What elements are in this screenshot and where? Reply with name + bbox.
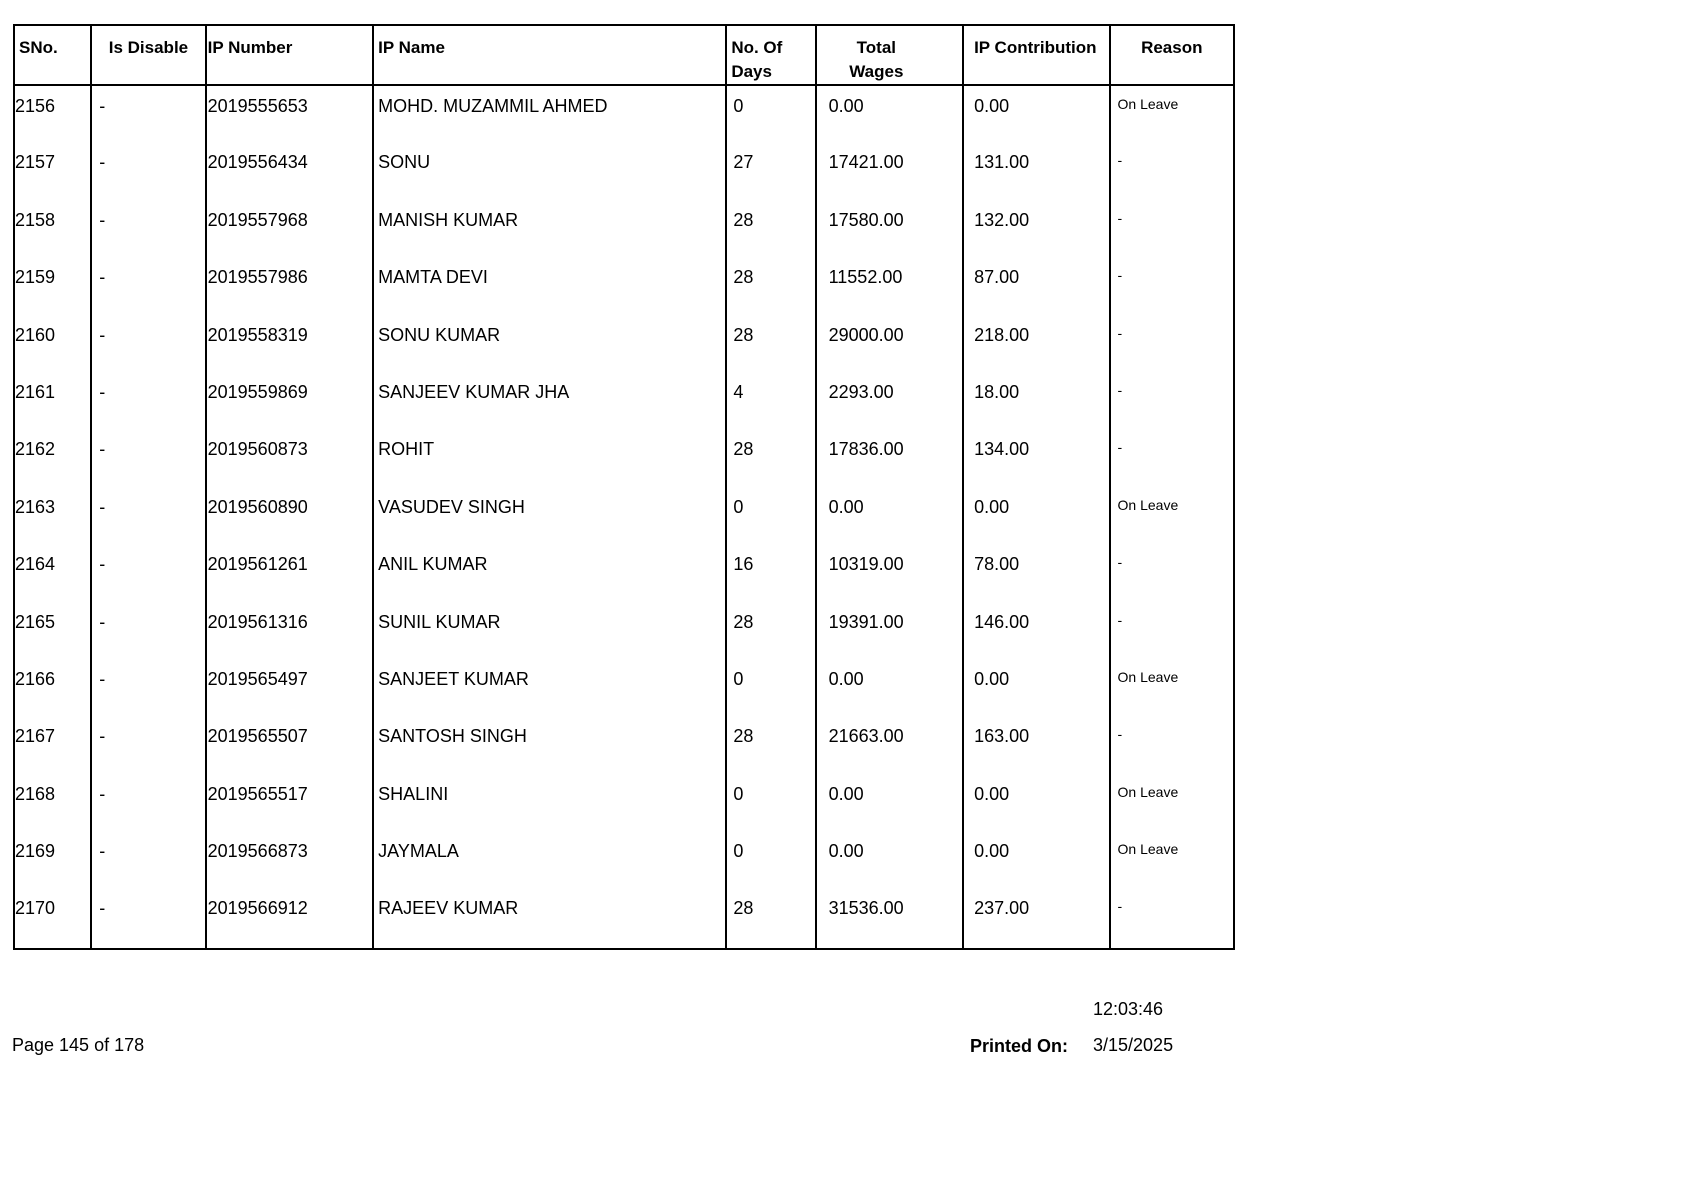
cell-reason: On Leave (1110, 487, 1234, 544)
cell-total-wages: 10319.00 (816, 544, 963, 601)
cell-is-disable: - (91, 774, 205, 831)
header-reason: Reason (1110, 25, 1234, 85)
cell-total-wages: 0.00 (816, 774, 963, 831)
cell-is-disable: - (91, 487, 205, 544)
cell-sno: 2160 (14, 315, 91, 372)
cell-no-of-days: 0 (726, 85, 815, 142)
table-row (14, 85, 1234, 142)
cell-no-of-days: 0 (726, 774, 815, 831)
cell-ip-name: ANIL KUMAR (373, 544, 726, 601)
cell-ip-number: 2019557968 (206, 200, 374, 257)
cell-reason: On Leave (1110, 774, 1234, 831)
cell-ip-number: 2019560873 (206, 429, 374, 486)
cell-is-disable: - (91, 315, 205, 372)
cell-reason: - (1110, 544, 1234, 601)
cell-sno: 2159 (14, 257, 91, 314)
cell-ip-number: 2019555653 (206, 85, 374, 142)
cell-no-of-days: 28 (726, 257, 815, 314)
table-row (14, 200, 1234, 257)
cell-ip-contribution: 78.00 (963, 544, 1109, 601)
cell-sno: 2165 (14, 602, 91, 659)
cell-is-disable: - (91, 429, 205, 486)
cell-no-of-days: 0 (726, 659, 815, 716)
cell-is-disable: - (91, 257, 205, 314)
table-row (14, 429, 1234, 486)
cell-ip-name: MAMTA DEVI (373, 257, 726, 314)
cell-ip-name: MOHD. MUZAMMIL AHMED (373, 85, 726, 142)
cell-reason: On Leave (1110, 831, 1234, 888)
cell-sno: 2163 (14, 487, 91, 544)
cell-total-wages: 2293.00 (816, 372, 963, 429)
header-total-wages: Total Wages (816, 25, 963, 85)
header-ip-name: IP Name (373, 25, 726, 85)
contribution-table (13, 24, 1235, 950)
cell-ip-contribution: 218.00 (963, 315, 1109, 372)
cell-ip-contribution: 0.00 (963, 831, 1109, 888)
table-row (14, 372, 1234, 429)
print-date: 3/15/2025 (1093, 1035, 1174, 1055)
table-row (14, 315, 1234, 372)
cell-is-disable: - (91, 372, 205, 429)
cell-ip-name: SUNIL KUMAR (373, 602, 726, 659)
cell-is-disable: - (91, 200, 205, 257)
cell-reason: - (1110, 315, 1234, 372)
cell-sno: 2162 (14, 429, 91, 486)
cell-ip-number: 2019558319 (206, 315, 374, 372)
cell-ip-name: SHALINI (373, 774, 726, 831)
table-row (14, 487, 1234, 544)
cell-total-wages: 11552.00 (816, 257, 963, 314)
cell-no-of-days: 0 (726, 487, 815, 544)
header-is-disable: Is Disable (91, 25, 205, 85)
cell-ip-contribution: 0.00 (963, 774, 1109, 831)
cell-reason: - (1110, 257, 1234, 314)
cell-is-disable: - (91, 85, 205, 142)
cell-ip-number: 2019556434 (206, 142, 374, 199)
cell-total-wages: 29000.00 (816, 315, 963, 372)
cell-sno: 2164 (14, 544, 91, 601)
cell-total-wages: 17421.00 (816, 142, 963, 199)
cell-total-wages: 0.00 (816, 659, 963, 716)
cell-total-wages: 17836.00 (816, 429, 963, 486)
cell-ip-number: 2019565507 (206, 716, 374, 773)
cell-no-of-days: 27 (726, 142, 815, 199)
cell-is-disable: - (91, 602, 205, 659)
cell-no-of-days: 28 (726, 716, 815, 773)
cell-reason: - (1110, 602, 1234, 659)
cell-is-disable: - (91, 659, 205, 716)
cell-ip-number: 2019561316 (206, 602, 374, 659)
cell-no-of-days: 28 (726, 429, 815, 486)
cell-is-disable: - (91, 831, 205, 888)
cell-ip-number: 2019557986 (206, 257, 374, 314)
print-time: 12:03:46 (1093, 999, 1164, 1019)
cell-ip-contribution: 237.00 (963, 888, 1109, 949)
table-row (14, 888, 1234, 949)
table-row (14, 602, 1234, 659)
cell-no-of-days: 28 (726, 315, 815, 372)
cell-ip-name: SONU KUMAR (373, 315, 726, 372)
cell-sno: 2157 (14, 142, 91, 199)
cell-ip-name: SANTOSH SINGH (373, 716, 726, 773)
cell-ip-name: VASUDEV SINGH (373, 487, 726, 544)
header-no-of-days: No. Of Days (726, 25, 815, 85)
table-row (14, 142, 1234, 199)
cell-ip-contribution: 163.00 (963, 716, 1109, 773)
printed-on-label: Printed On: (970, 1036, 1068, 1056)
header-ip-contribution: IP Contribution (963, 25, 1109, 85)
cell-total-wages: 17580.00 (816, 200, 963, 257)
cell-is-disable: - (91, 716, 205, 773)
cell-sno: 2161 (14, 372, 91, 429)
cell-ip-name: SANJEEV KUMAR JHA (373, 372, 726, 429)
cell-ip-number: 2019566873 (206, 831, 374, 888)
table-row (14, 774, 1234, 831)
cell-sno: 2166 (14, 659, 91, 716)
cell-ip-contribution: 134.00 (963, 429, 1109, 486)
table-body (14, 85, 1234, 949)
cell-ip-contribution: 0.00 (963, 659, 1109, 716)
cell-ip-number: 2019566912 (206, 888, 374, 949)
cell-reason: On Leave (1110, 85, 1234, 142)
cell-ip-name: MANISH KUMAR (373, 200, 726, 257)
cell-ip-number: 2019559869 (206, 372, 374, 429)
cell-ip-name: RAJEEV KUMAR (373, 888, 726, 949)
cell-reason: - (1110, 200, 1234, 257)
cell-no-of-days: 28 (726, 888, 815, 949)
cell-ip-contribution: 0.00 (963, 487, 1109, 544)
cell-sno: 2168 (14, 774, 91, 831)
cell-reason: - (1110, 716, 1234, 773)
cell-total-wages: 31536.00 (816, 888, 963, 949)
page-number: Page 145 of 178 (12, 1035, 145, 1055)
cell-is-disable: - (91, 142, 205, 199)
cell-ip-number: 2019565497 (206, 659, 374, 716)
table-header (14, 25, 1234, 85)
cell-total-wages: 0.00 (816, 85, 963, 142)
cell-ip-name: SONU (373, 142, 726, 199)
cell-sno: 2170 (14, 888, 91, 949)
table-row (14, 831, 1234, 888)
header-sno: SNo. (14, 25, 91, 85)
cell-reason: - (1110, 372, 1234, 429)
table-row (14, 716, 1234, 773)
cell-ip-name: SANJEET KUMAR (373, 659, 726, 716)
cell-ip-number: 2019561261 (206, 544, 374, 601)
cell-sno: 2167 (14, 716, 91, 773)
cell-ip-contribution: 87.00 (963, 257, 1109, 314)
cell-reason: - (1110, 888, 1234, 949)
cell-total-wages: 0.00 (816, 487, 963, 544)
cell-sno: 2158 (14, 200, 91, 257)
cell-reason: - (1110, 142, 1234, 199)
table-row (14, 257, 1234, 314)
cell-ip-contribution: 146.00 (963, 602, 1109, 659)
cell-ip-name: ROHIT (373, 429, 726, 486)
cell-is-disable: - (91, 888, 205, 949)
cell-no-of-days: 28 (726, 602, 815, 659)
cell-no-of-days: 0 (726, 831, 815, 888)
cell-ip-contribution: 132.00 (963, 200, 1109, 257)
cell-ip-number: 2019565517 (206, 774, 374, 831)
cell-no-of-days: 28 (726, 200, 815, 257)
cell-ip-name: JAYMALA (373, 831, 726, 888)
cell-ip-contribution: 18.00 (963, 372, 1109, 429)
table-row (14, 544, 1234, 601)
cell-sno: 2169 (14, 831, 91, 888)
cell-ip-contribution: 131.00 (963, 142, 1109, 199)
cell-total-wages: 21663.00 (816, 716, 963, 773)
cell-no-of-days: 4 (726, 372, 815, 429)
table-row (14, 659, 1234, 716)
cell-ip-contribution: 0.00 (963, 85, 1109, 142)
cell-reason: - (1110, 429, 1234, 486)
cell-sno: 2156 (14, 85, 91, 142)
cell-ip-number: 2019560890 (206, 487, 374, 544)
cell-reason: On Leave (1110, 659, 1234, 716)
cell-is-disable: - (91, 544, 205, 601)
cell-total-wages: 0.00 (816, 831, 963, 888)
cell-no-of-days: 16 (726, 544, 815, 601)
cell-total-wages: 19391.00 (816, 602, 963, 659)
header-ip-number: IP Number (206, 25, 374, 85)
